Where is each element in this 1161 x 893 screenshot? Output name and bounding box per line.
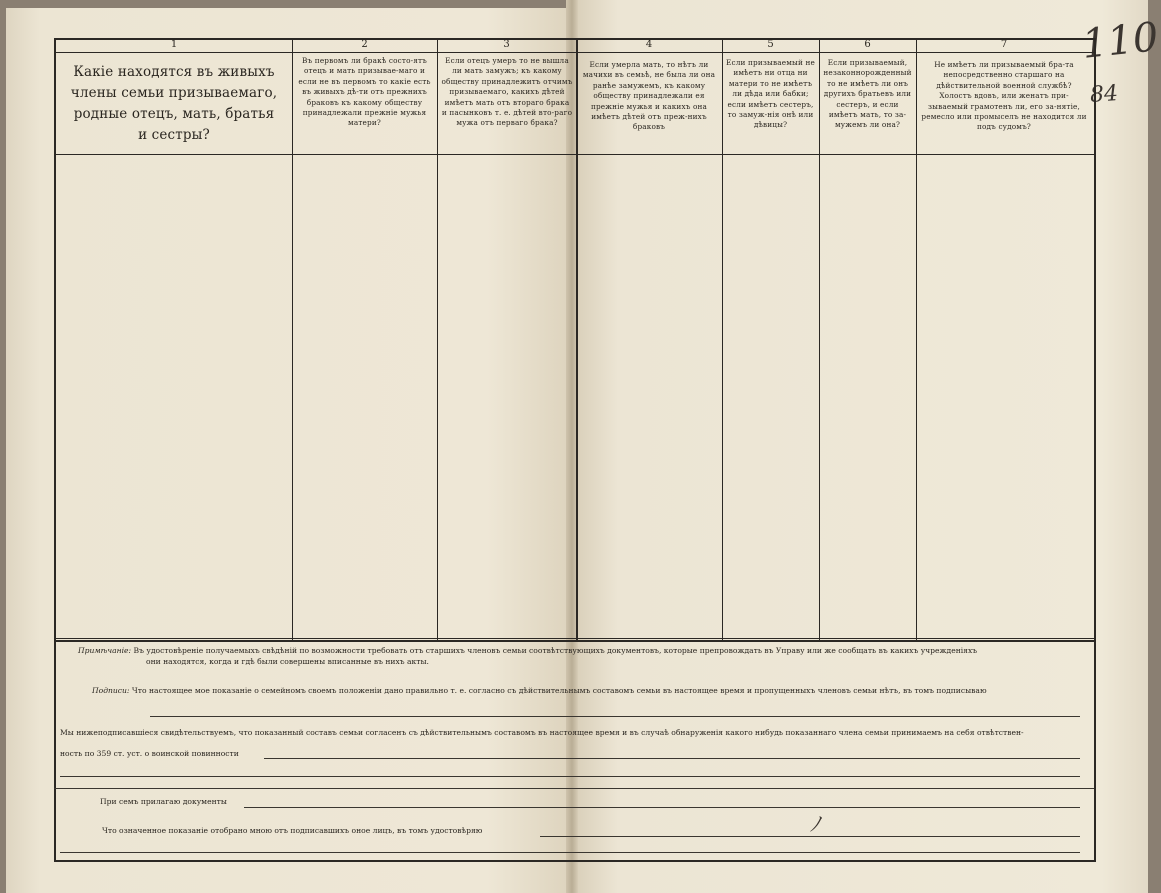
col-divider-6 — [916, 40, 917, 640]
column-number-5: 5 — [767, 39, 774, 50]
note-text-1: Въ удостовѣреніе получаемыхъ свѣдѣній по возможности требовать отъ старшихъ членовъ семьи соотвѣтствующихъ документовъ, которые препровождать въ Управу или же сообщать въ какихъ учрежденіяхъ — [133, 646, 978, 655]
certification-text: Что означенное показаніе отобрано мною отъ подписавшихъ оное лицъ, въ томъ удостовѣряю — [102, 826, 483, 835]
column-number-4: 4 — [645, 39, 653, 50]
note-label: Примѣчаніе: — [78, 646, 132, 655]
column-number-7: 7 — [1000, 39, 1008, 50]
column-header-6: Если призываемый, незаконнорожденный то не имѣетъ ли онъ другихъ братьевъ или сестеръ, и если имѣетъ мать, то за-мужемъ ли она? — [823, 58, 912, 130]
note-line-1 — [78, 646, 977, 656]
witness-line-2 — [60, 776, 1080, 777]
col-divider-3 — [576, 40, 578, 640]
witness-line-1 — [264, 758, 1080, 759]
signatures-text: Что настоящее мое показаніе о семейномъ своемъ положеніи дано правильно т. е. согласно съ дѣйствительнымъ составомъ семьи въ настоящее время и пропущенныхъ членовъ семьи нѣтъ, въ томъ подписываю — [131, 686, 987, 695]
column-header-1: Какіе находятся въ живыхъ члены семьи призываемаго, родные отецъ, мать, братья и сестры? — [70, 64, 278, 143]
column-header-3: Если отецъ умеръ то не вышла ли мать замужъ; къ какому обществу принадлежитъ отчимъ призываемаго, какихъ дѣтей имѣетъ мать отъ втораго брака и пасынковъ т. е. дѣтей вто-раго мужа отъ перваго брака? — [441, 56, 573, 128]
witness-text-1: Мы нижеподписавшіеся свидѣтельствуемъ, что показанный составъ семьи согласенъ съ дѣйствительнымъ составомъ въ настоящее время и въ случаѣ обнаруженія какого нибудь показаннаго члена семьи принимаемъ на себя отвѣтствен- — [60, 728, 1024, 737]
signature-line-1 — [150, 716, 1080, 717]
column-header-2: Въ первомъ ли бракѣ состо-ятъ отецъ и мать призывае-маго и если не въ первомъ то какіе есть въ живыхъ дѣ-ти отъ прежнихъ браковъ къ какому обществу принадлежали прежніе мужья матери? — [298, 56, 431, 128]
column-number-6: 6 — [864, 39, 871, 50]
family-status-table — [54, 38, 1096, 642]
signatures-label: Подписи: — [92, 686, 130, 695]
col-divider-5 — [819, 40, 820, 640]
archive-folio-number: 110 — [1079, 14, 1161, 68]
archive-sheet-number: 84 — [1089, 81, 1119, 108]
column-header-5: Если призываемый не имѣетъ ни отца ни матери то не имѣетъ ли дѣда или бабки; если имѣетъ сестеръ, то замуж-нія онѣ или дѣвицы? — [726, 58, 815, 130]
signatures-line — [92, 686, 987, 696]
note-text-2: они находятся, когда и гдѣ были совершены вписанные въ нихъ акты. — [146, 657, 429, 666]
handwritten-mark: ﾉ — [810, 812, 820, 836]
witness-text-2: ность по 359 ст. уст. о воинской повинности — [60, 749, 239, 758]
attachments-text: При семъ прилагаю документы — [100, 797, 227, 806]
column-header-4: Если умерла мать, то нѣтъ ли мачихи въ семьѣ, не была ли она ранѣе замужемъ, къ какому обществу принадлежали ея прежніе мужья и какихъ она имѣетъ дѣтей отъ преж-нихъ браковъ — [582, 60, 716, 132]
attachments-line — [244, 807, 1080, 808]
final-line — [60, 852, 1080, 853]
col-divider-2 — [437, 40, 438, 640]
column-number-3: 3 — [503, 39, 510, 50]
section-divider — [54, 788, 1094, 789]
column-header-7: Не имѣетъ ли призываемый бра-та непосредственно старшаго на дѣйствительной военной службѣ? Холостъ вдовъ, или женатъ при-зываемый грамотенъ ли, его за-нятіе, ремесло или промыселъ не находится ли подъ судомъ? — [921, 60, 1087, 132]
column-number-1: 1 — [170, 39, 178, 50]
col-divider-1 — [292, 40, 293, 640]
column-number-2: 2 — [361, 39, 368, 50]
header-row-divider — [56, 154, 1094, 155]
col-divider-4 — [722, 40, 723, 640]
number-row-divider — [56, 52, 1094, 53]
